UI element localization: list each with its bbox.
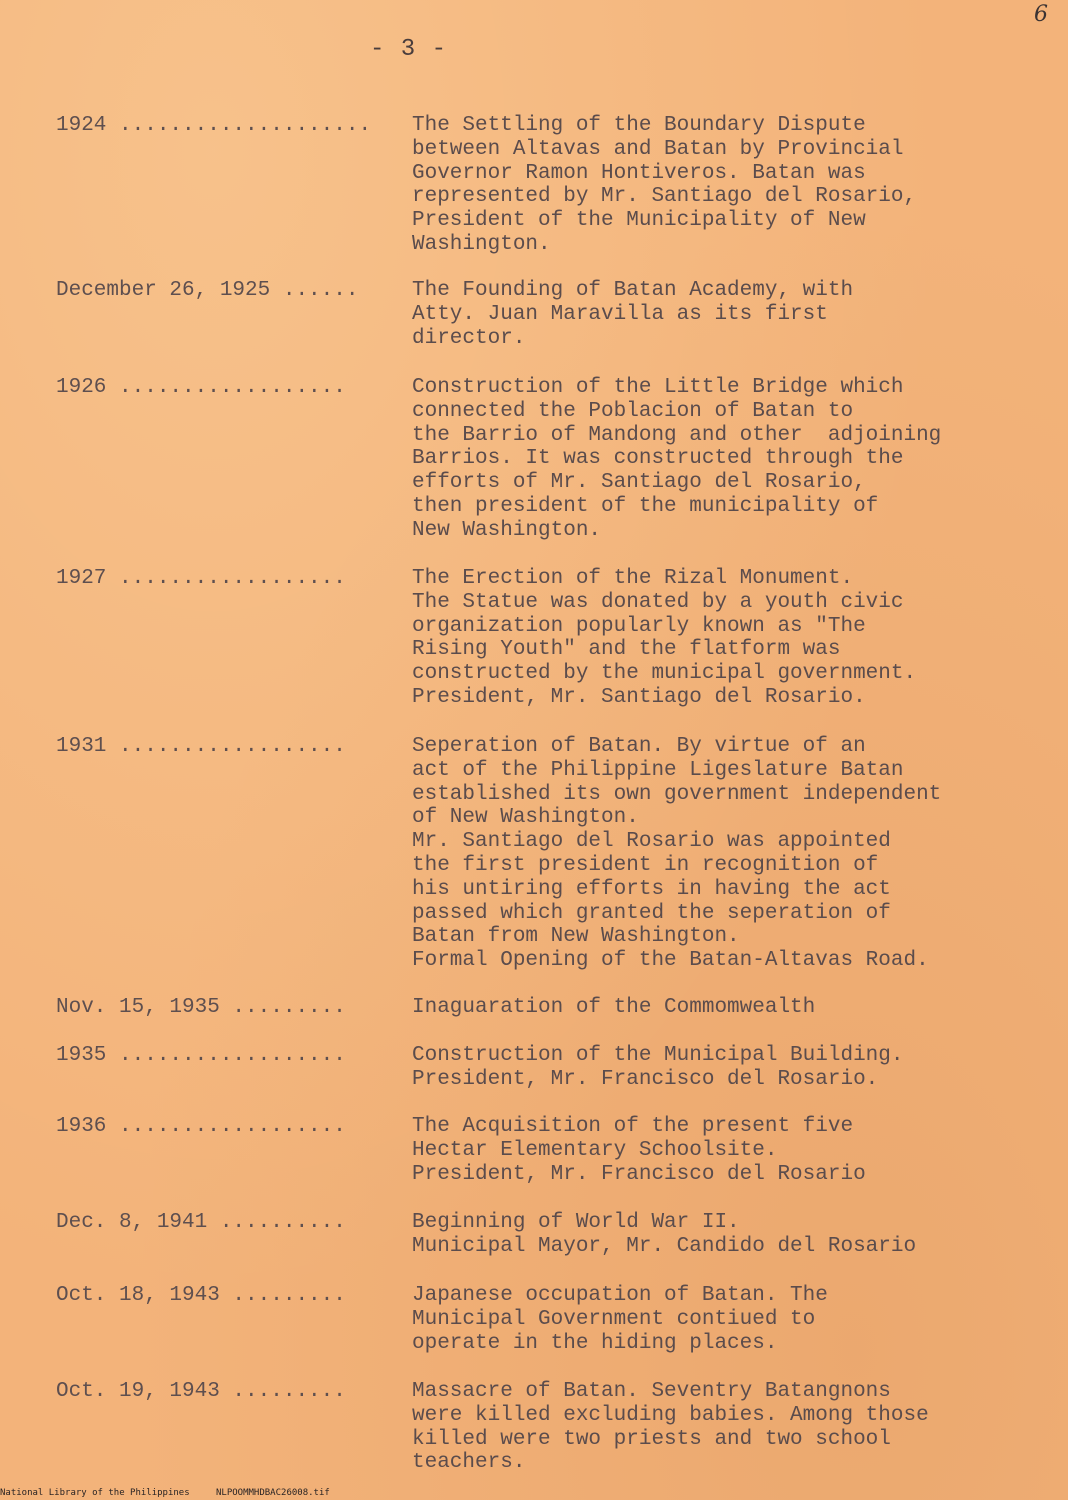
- entry-date: Nov. 15, 1935 .........: [56, 996, 346, 1019]
- entry-date: 1931 ..................: [56, 735, 346, 758]
- entry-date: 1924 ....................: [56, 114, 372, 137]
- entry-text: The Founding of Batan Academy, with Atty. Juan Maravilla as its first director.: [412, 279, 854, 350]
- entry-date: Dec. 8, 1941 ..........: [56, 1211, 346, 1234]
- timeline-entry-1935: [56, 1044, 1046, 1092]
- page-number: - 3 -: [370, 36, 448, 63]
- entry-text: Construction of the Little Bridge which connected the Poblacion of Batan to the Barrio of Mandong and other adjoining Barrios. It was constructed through the efforts of Mr. Santiago del Rosario, then president of the municipality of New Washington.: [412, 376, 942, 542]
- entry-text: Japanese occupation of Batan. The Municipal Government contiued to operate in the hiding places.: [412, 1284, 828, 1355]
- entry-text: The Acquisition of the present five Hectar Elementary Schoolsite. President, Mr. Francisco del Rosario: [412, 1115, 866, 1186]
- entry-text: The Settling of the Boundary Dispute between Altavas and Batan by Provincial Governor Ramon Hontiveros. Batan was represented by Mr. Santiago del Rosario, President of the Municipality of New Washington.: [412, 114, 917, 256]
- entry-text: Massacre of Batan. Seventry Batangnons were killed excluding babies. Among those killed were two priests and two school teachers.: [412, 1380, 929, 1475]
- entry-text: Construction of the Municipal Building. President, Mr. Francisco del Rosario.: [412, 1044, 904, 1091]
- entry-text: Beginning of World War II. Municipal Mayor, Mr. Candido del Rosario: [412, 1211, 917, 1258]
- entry-date: Oct. 18, 1943 .........: [56, 1284, 346, 1307]
- timeline-entry-oct19-1943: [56, 1380, 1046, 1475]
- entry-date: 1927 ..................: [56, 567, 346, 590]
- entry-date: 1935 ..................: [56, 1044, 346, 1067]
- timeline-entry-oct18-1943: [56, 1284, 1046, 1355]
- entry-text: Seperation of Batan. By virtue of an act of the Philippine Ligeslature Batan established its own government independent of New Washington. Mr. Santiago del Rosario was appointed the first president in recognition of his untiring efforts in having the act passed which granted the seperation of Batan from New Washington. Formal Opening of the Batan-Altavas Road.: [412, 735, 942, 973]
- entry-date: 1936 ..................: [56, 1115, 346, 1138]
- entry-text: Inaguaration of the Commomwealth: [412, 996, 816, 1019]
- entry-date: December 26, 1925 ......: [56, 279, 359, 302]
- timeline-entry-1924: [56, 114, 1046, 257]
- timeline-entry-1925: [56, 279, 1046, 350]
- timeline-entry-1931: [56, 735, 1046, 973]
- handwritten-page-mark: 6: [1034, 2, 1048, 27]
- entry-date: 1926 ..................: [56, 376, 346, 399]
- footer-file-identifier: NLPOOMMHDBAC26008.tif: [216, 1488, 330, 1498]
- timeline-entry-1941: [56, 1211, 1046, 1259]
- timeline-entry-1926: [56, 376, 1046, 543]
- timeline-entry-nov-1935: [56, 996, 1046, 1020]
- entry-date: Oct. 19, 1943 .........: [56, 1380, 346, 1403]
- footer-library-name: National Library of the Philippines: [0, 1488, 190, 1498]
- timeline-entry-1936: [56, 1115, 1046, 1186]
- timeline-entry-1927: [56, 567, 1046, 710]
- entry-text: The Erection of the Rizal Monument. The Statue was donated by a youth civic organization popularly known as "The Rising Youth" and the flatform was constructed by the municipal government. President, Mr. Santiago del Rosario.: [412, 567, 917, 709]
